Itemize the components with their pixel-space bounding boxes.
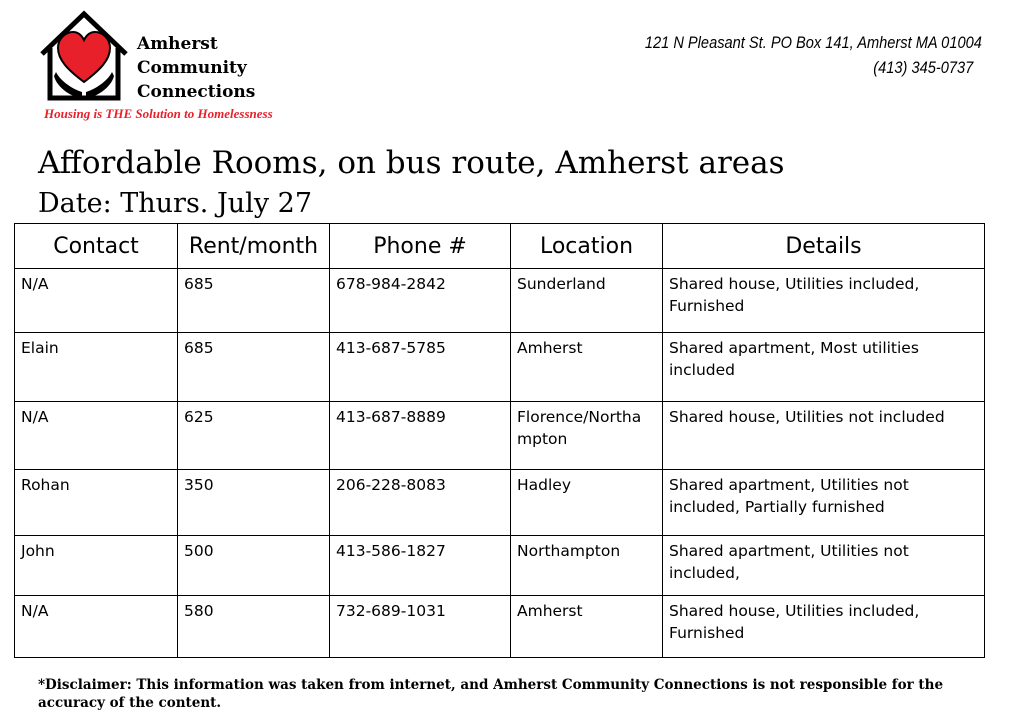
- listing-date: Date: Thurs. July 27: [38, 188, 313, 219]
- table-row: [15, 596, 985, 658]
- cell-phone: 732-689-1031: [330, 596, 511, 658]
- cell-phone: 413-687-5785: [330, 333, 511, 402]
- column-header-rent: Rent/month: [178, 224, 330, 269]
- cell-contact: N/A: [15, 402, 178, 470]
- table-header-row: [15, 224, 985, 269]
- listings-table: [14, 223, 985, 658]
- cell-location: Sunderland: [511, 269, 663, 333]
- cell-details: Shared apartment, Utilities not included,: [663, 536, 985, 596]
- disclaimer-note: *Disclaimer: This information was taken from internet, and Amherst Community Connections is not responsible for the accuracy of the content.: [38, 677, 944, 711]
- page-title: Affordable Rooms, on bus route, Amherst areas: [38, 145, 785, 181]
- cell-rent: 685: [178, 333, 330, 402]
- org-name-line: Connections: [137, 82, 256, 102]
- cell-location: Amherst: [511, 596, 663, 658]
- cell-rent: 500: [178, 536, 330, 596]
- cell-rent: 580: [178, 596, 330, 658]
- org-name-line: Community: [137, 58, 247, 78]
- cell-phone: 413-586-1827: [330, 536, 511, 596]
- cell-phone: 678-984-2842: [330, 269, 511, 333]
- cell-details: Shared house, Utilities included, Furnished: [663, 269, 985, 333]
- cell-contact: N/A: [15, 596, 178, 658]
- cell-details: Shared apartment, Most utilities included: [663, 333, 985, 402]
- cell-contact: Rohan: [15, 470, 178, 536]
- table-row: [15, 402, 985, 470]
- cell-contact: John: [15, 536, 178, 596]
- office-phone: (413) 345-0737: [873, 58, 974, 77]
- cell-rent: 350: [178, 470, 330, 536]
- house-heart-hands-icon: [38, 10, 130, 102]
- cell-details: Shared house, Utilities not included: [663, 402, 985, 470]
- cell-contact: N/A: [15, 269, 178, 333]
- cell-location: Hadley: [511, 470, 663, 536]
- column-header-details: Details: [663, 224, 985, 269]
- cell-rent: 685: [178, 269, 330, 333]
- cell-location: Northampton: [511, 536, 663, 596]
- table-row: [15, 470, 985, 536]
- table-row: [15, 333, 985, 402]
- cell-rent: 625: [178, 402, 330, 470]
- cell-phone: 206-228-8083: [330, 470, 511, 536]
- table-row: [15, 536, 985, 596]
- org-logo: [38, 10, 303, 122]
- org-tagline: Housing is THE Solution to Homelessness: [44, 106, 273, 121]
- contact-address-block: [645, 30, 982, 80]
- column-header-phone: Phone #: [330, 224, 511, 269]
- cell-contact: Elain: [15, 333, 178, 402]
- cell-phone: 413-687-8889: [330, 402, 511, 470]
- column-header-contact: Contact: [15, 224, 178, 269]
- cell-location: Florence/Northampton: [511, 402, 663, 470]
- table-row: [15, 269, 985, 333]
- cell-details: Shared house, Utilities included, Furnished: [663, 596, 985, 658]
- street-address: 121 N Pleasant St. PO Box 141, Amherst MA 01004: [645, 33, 982, 52]
- cell-location: Amherst: [511, 333, 663, 402]
- org-name-line: Amherst: [137, 34, 218, 54]
- cell-details: Shared apartment, Utilities not included, Partially furnished: [663, 470, 985, 536]
- org-name: [137, 32, 255, 104]
- column-header-location: Location: [511, 224, 663, 269]
